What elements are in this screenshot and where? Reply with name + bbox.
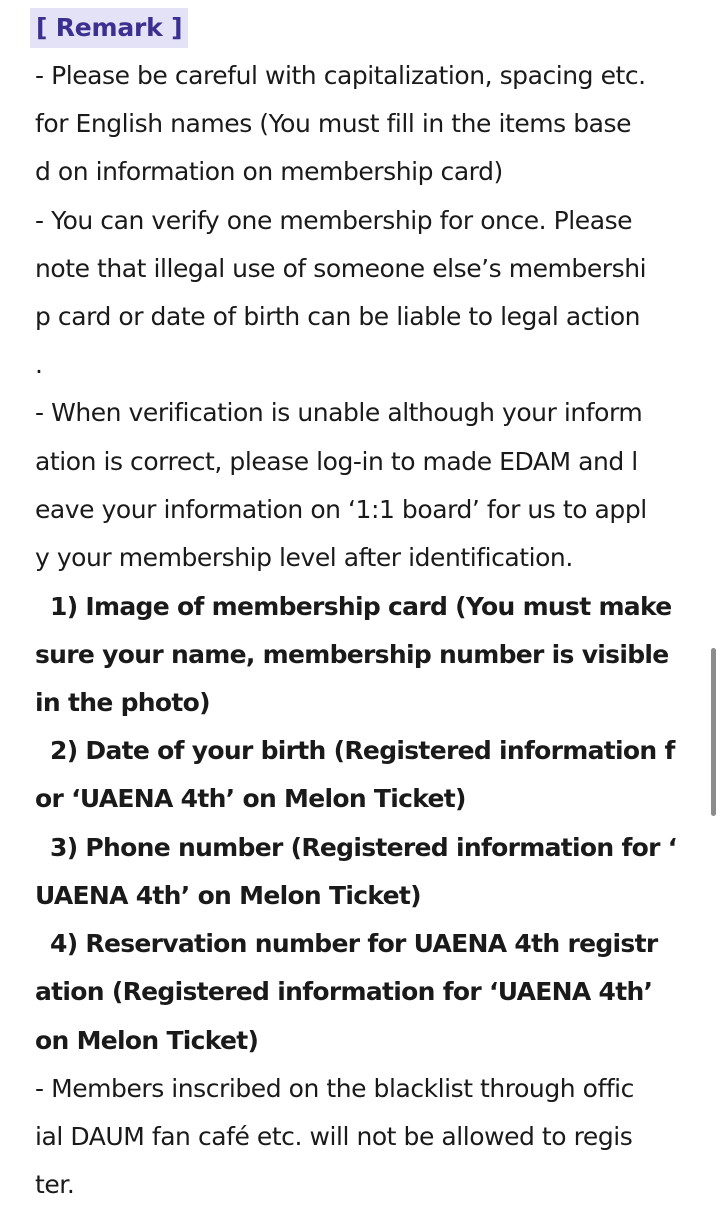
- text-line: ter.: [35, 1170, 75, 1199]
- requirement-item-3: 3) Phone number (Registered information for ‘: [50, 833, 677, 862]
- text-line: .: [35, 350, 43, 379]
- text-line: or ‘UAENA 4th’ on Melon Ticket): [35, 784, 466, 813]
- text-line: d on information on membership card): [35, 157, 503, 186]
- text-line: - You can verify one membership for once. Please: [35, 206, 633, 235]
- scrollbar[interactable]: [711, 648, 716, 816]
- text-line: ation (Registered information for ‘UAENA 4th’: [35, 977, 653, 1006]
- text-line: note that illegal use of someone else’s membershi: [35, 254, 647, 283]
- text-line: y your membership level after identification.: [35, 543, 573, 572]
- text-line: - When verification is unable although your inform: [35, 398, 643, 427]
- text-line: ation is correct, please log-in to made EDAM and l: [35, 447, 638, 476]
- text-line: eave your information on ‘1:1 board’ for us to appl: [35, 495, 647, 524]
- requirement-item-2: 2) Date of your birth (Registered information f: [50, 736, 675, 765]
- text-line: UAENA 4th’ on Melon Ticket): [35, 881, 421, 910]
- text-line: in the photo): [35, 688, 210, 717]
- requirement-item-4: 4) Reservation number for UAENA 4th registr: [50, 929, 658, 958]
- text-line: - Members inscribed on the blacklist through offic: [35, 1074, 634, 1103]
- remark-heading: [ Remark ]: [30, 8, 188, 48]
- text-line: sure your name, membership number is visible: [35, 640, 669, 669]
- text-line: for English names (You must fill in the items base: [35, 109, 632, 138]
- requirement-item-1: 1) Image of membership card (You must make: [50, 592, 672, 621]
- text-line: p card or date of birth can be liable to legal action: [35, 302, 641, 331]
- text-line: ial DAUM fan café etc. will not be allowed to regis: [35, 1122, 633, 1151]
- text-line: on Melon Ticket): [35, 1026, 259, 1055]
- text-line: - Please be careful with capitalization, spacing etc.: [35, 61, 646, 90]
